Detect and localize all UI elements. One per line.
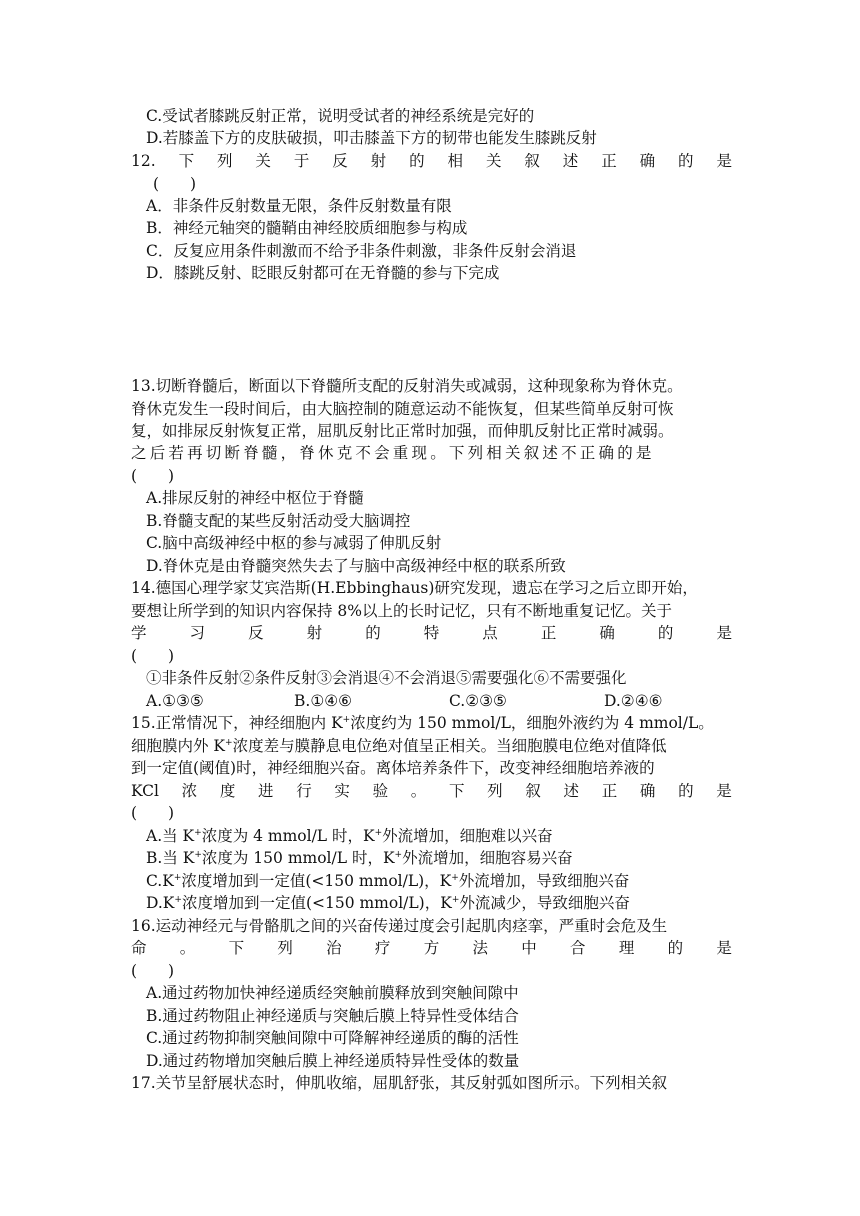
- q12stem-char: 的: [409, 152, 425, 170]
- q15-option-d: D.K+浓度增加到一定值(<150 mmol/L)，K+外流减少，导致细胞兴奋: [146, 894, 630, 912]
- q16-option-c: C.通过药物抑制突触间隙中可降解神经递质的酶的活性: [146, 1029, 519, 1047]
- q14line3-char: 学: [131, 624, 147, 642]
- q12stem-char: 射: [370, 152, 387, 170]
- q14-items: ①非条件反射②条件反射③会消退④不会消退⑤需要强化⑥不需要强化: [146, 669, 627, 687]
- q15line4-char: 行: [296, 782, 312, 800]
- q12stem-char: 于: [293, 152, 310, 170]
- q15line4-char: 列: [487, 782, 503, 800]
- q16line2-char: 的: [667, 939, 684, 957]
- q12stem-char: 关: [485, 152, 502, 170]
- q12stem-char: 是: [716, 152, 732, 170]
- q13-stem-line-2: 脊休克发生一段时间后，由大脑控制的随意运动不能恢复，但某些简单反射可恢: [131, 400, 674, 418]
- q14line3-char: 的: [657, 624, 674, 642]
- q16-option-d: D.通过药物增加突触后膜上神经递质特异性受体的数量: [146, 1052, 520, 1070]
- q15line4-char: KCl: [131, 782, 159, 800]
- q16line2-char: 命: [131, 939, 147, 957]
- q13-stem-line-4: 之后若再切断脊髓，脊休克不会重现。下列相关叙述不正确的是: [131, 444, 655, 462]
- q14line3-char: 习: [189, 624, 206, 642]
- q12stem-char: 列: [216, 152, 233, 170]
- q14line3-char: 是: [716, 624, 732, 642]
- q15-stem-line-4: [131, 780, 732, 802]
- q14-stem-line-2: 要想让所学到的知识内容保持 8%以上的长时记忆，只有不断地重复记忆。关于: [131, 602, 673, 620]
- q15line4-char: 浓: [181, 782, 198, 800]
- q14-stem-line-3: [131, 622, 732, 644]
- q14line3-char: 的: [365, 624, 381, 642]
- q16line2-char: 方: [423, 939, 440, 957]
- q12stem-char: 述: [562, 152, 579, 170]
- q14-option-b: B.①④⑥: [294, 692, 353, 710]
- q11-option-d: D.若膝盖下方的皮肤破损，叩击膝盖下方的韧带也能发生膝跳反射: [146, 129, 597, 147]
- q12stem-char: 12.: [131, 152, 156, 170]
- q15line4-char: 是: [716, 782, 732, 800]
- q16line2-char: 治: [326, 939, 342, 957]
- q13-option-b: B.脊髓支配的某些反射活动受大脑调控: [146, 512, 411, 530]
- q15-stem-line-3: 到一定值(阈值)时，神经细胞兴奋。离体培养条件下，改变神经细胞培养液的: [131, 759, 655, 777]
- q13-stem-line-1: 13.切断脊髓后，断面以下脊髓所支配的反射消失或减弱，这种现象称为脊休克。: [131, 377, 683, 395]
- q13-answer-paren: ( ): [131, 467, 175, 485]
- q14-answer-paren: ( ): [131, 647, 175, 665]
- q12stem-char: 关: [255, 152, 271, 170]
- q12stem-char: 反: [332, 152, 348, 170]
- q15line4-char: 度: [219, 782, 236, 800]
- q11-option-c: C.受试者膝跳反射正常，说明受试者的神经系统是完好的: [146, 107, 535, 125]
- q15-answer-paren: ( ): [131, 804, 175, 822]
- q16-answer-paren: ( ): [131, 962, 175, 980]
- q12stem-char: 相: [447, 152, 464, 170]
- q16line2-char: 是: [716, 939, 732, 957]
- q14line3-char: 点: [482, 624, 498, 642]
- q15-option-a: A.当 K+浓度为 4 mmol/L 时，K+外流增加，细胞难以兴奋: [146, 827, 553, 845]
- q12stem-char: 确: [639, 152, 656, 170]
- q13-option-d: D.脊休克是由脊髓突然失去了与脑中高级神经中枢的联系所致: [146, 557, 566, 575]
- q14line3-char: 射: [306, 624, 323, 642]
- q16-stem-line-2: [131, 937, 732, 959]
- q12-option-b: B．神经元轴突的髓鞘由神经胶质细胞参与构成: [146, 219, 468, 237]
- q12-stem: [131, 150, 732, 172]
- q12stem-char: 叙: [524, 152, 540, 170]
- q14-stem-line-1: 14.德国心理学家艾宾浩斯(H.Ebbinghaus)研究发现，遗忘在学习之后立即开始，: [131, 579, 698, 597]
- q16line2-char: 中: [521, 939, 537, 957]
- q15-option-c: C.K+浓度增加到一定值(<150 mmol/L)，K+外流增加，导致细胞兴奋: [146, 872, 630, 890]
- q16-stem-line-1: 16.运动神经元与骨骼肌之间的兴奋传递过度会引起肌肉痉挛，严重时会危及生: [131, 917, 668, 935]
- q15line4-char: 确: [639, 782, 656, 800]
- q12-option-a: A．非条件反射数量无限，条件反射数量有限: [146, 197, 452, 215]
- q15line4-char: 述: [563, 782, 580, 800]
- q13-stem-line-3: 复，如排尿反射恢复正常，屈肌反射比正常时加强，而伸肌反射比正常时减弱。: [131, 422, 674, 440]
- q16line2-char: 下: [228, 939, 245, 957]
- q13-option-c: C.脑中高级神经中枢的参与减弱了伸肌反射: [146, 534, 442, 552]
- q15-stem-line-1: 15.正常情况下，神经细胞内 K+浓度约为 150 mmol/L，细胞外液约为 4 mmol/L。: [131, 714, 714, 732]
- q15line4-char: 正: [601, 782, 618, 800]
- q15line4-char: 验: [372, 782, 389, 800]
- q12stem-char: 正: [601, 152, 617, 170]
- q13-option-a: A.排尿反射的神经中枢位于脊髓: [146, 489, 364, 507]
- q15line4-char: 进: [258, 782, 274, 800]
- q14-options: [146, 690, 706, 712]
- q15line4-char: 。: [410, 782, 427, 800]
- q17-stem-line-1: 17.关节呈舒展状态时，伸肌收缩，屈肌舒张，其反射弧如图所示。下列相关叙: [131, 1074, 668, 1092]
- q12stem-char: 下: [178, 152, 195, 170]
- q14line3-char: 正: [540, 624, 557, 642]
- q12stem-char: 的: [678, 152, 694, 170]
- q15-stem-line-2: 细胞膜内外 K+浓度差与膜静息电位绝对值呈正相关。当细胞膜电位绝对值降低: [131, 737, 667, 755]
- q16-option-a: A.通过药物加快神经递质经突触前膜释放到突触间隙中: [146, 984, 519, 1002]
- q16line2-char: 理: [618, 939, 635, 957]
- q16line2-char: 疗: [374, 939, 391, 957]
- q14-option-a: A.①③⑤: [146, 692, 204, 710]
- q16line2-char: 。: [179, 939, 196, 957]
- q14line3-char: 反: [248, 624, 264, 642]
- q16line2-char: 合: [570, 939, 586, 957]
- q14line3-char: 特: [423, 624, 440, 642]
- q16line2-char: 列: [277, 939, 293, 957]
- q15line4-char: 下: [448, 782, 465, 800]
- q15line4-char: 叙: [525, 782, 541, 800]
- q16line2-char: 法: [472, 939, 488, 957]
- q15-option-b: B.当 K+浓度为 150 mmol/L 时，K+外流增加，细胞容易兴奋: [146, 849, 573, 867]
- q15line4-char: 的: [678, 782, 694, 800]
- q12-answer-paren: ( ): [153, 175, 197, 193]
- q14-option-c: C.②③⑤: [449, 692, 507, 710]
- q14line3-char: 确: [599, 624, 615, 642]
- q14-option-d: D.②④⑥: [604, 692, 663, 710]
- q16-option-b: B.通过药物阻止神经递质与突触后膜上特异性受体结合: [146, 1007, 519, 1025]
- q12-option-c: C．反复应用条件刺激而不给予非条件刺激，非条件反射会消退: [146, 242, 577, 260]
- q12-option-d: D．膝跳反射、眨眼反射都可在无脊髓的参与下完成: [146, 264, 500, 282]
- q15line4-char: 实: [334, 782, 350, 800]
